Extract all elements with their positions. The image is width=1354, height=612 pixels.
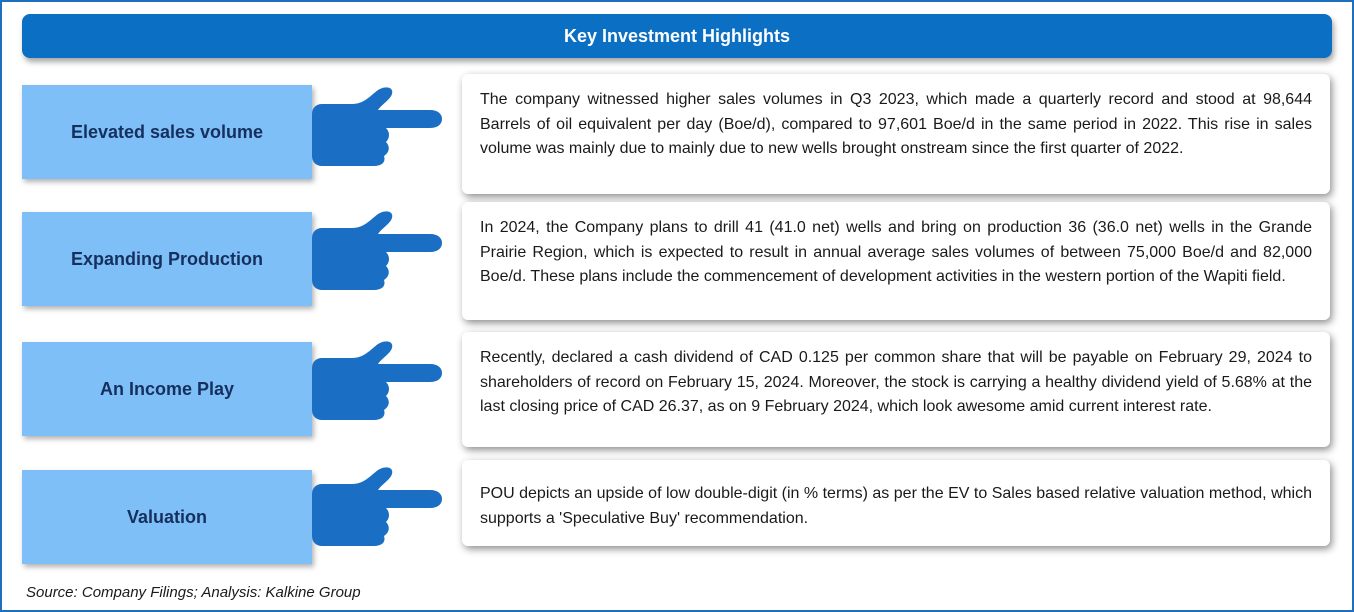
highlight-text-income-play: Recently, declared a cash dividend of CAD 0.125 per common share that will be payable on February 29, 2024 to shareholders of record on February 15, 2024. Moreover, the stock is carrying a healthy dividend yield of 5.68% at the last closing price of CAD 26.37, as on 9 February 2024, which look awesome amid current interest rate. xyxy=(462,332,1330,447)
page-title: Key Investment Highlights xyxy=(22,14,1332,58)
pointing-hand-icon xyxy=(304,464,444,548)
pointing-hand-icon xyxy=(304,84,444,168)
highlight-text-production: In 2024, the Company plans to drill 41 (41.0 net) wells and bring on production 36 (36.0 net) wells in the Grande Prairie Region, which is expected to result in annual average sales volumes of between 75,000 Boe/d and 82,000 Boe/d. These plans include the commencement of development activities in the western portion of the Wapiti field. xyxy=(462,202,1330,320)
source-note: Source: Company Filings; Analysis: Kalkine Group xyxy=(26,584,361,601)
highlight-text-valuation: POU depicts an upside of low double-digit (in % terms) as per the EV to Sales based relative valuation method, which supports a 'Speculative Buy' recommendation. xyxy=(462,460,1330,546)
pointing-hand-icon xyxy=(304,208,444,292)
highlight-label-income-play: An Income Play xyxy=(22,342,312,436)
pointing-hand-icon xyxy=(304,338,444,422)
highlight-label-sales-volume: Elevated sales volume xyxy=(22,85,312,179)
highlight-text-sales-volume: The company witnessed higher sales volumes in Q3 2023, which made a quarterly record and stood at 98,644 Barrels of oil equivalent per day (Boe/d), compared to 97,601 Boe/d in the same period in 2022. This rise in sales volume was mainly due to mainly due to new wells brought onstream since the first quarter of 2022. xyxy=(462,74,1330,194)
highlight-label-valuation: Valuation xyxy=(22,470,312,564)
highlight-label-production: Expanding Production xyxy=(22,212,312,306)
